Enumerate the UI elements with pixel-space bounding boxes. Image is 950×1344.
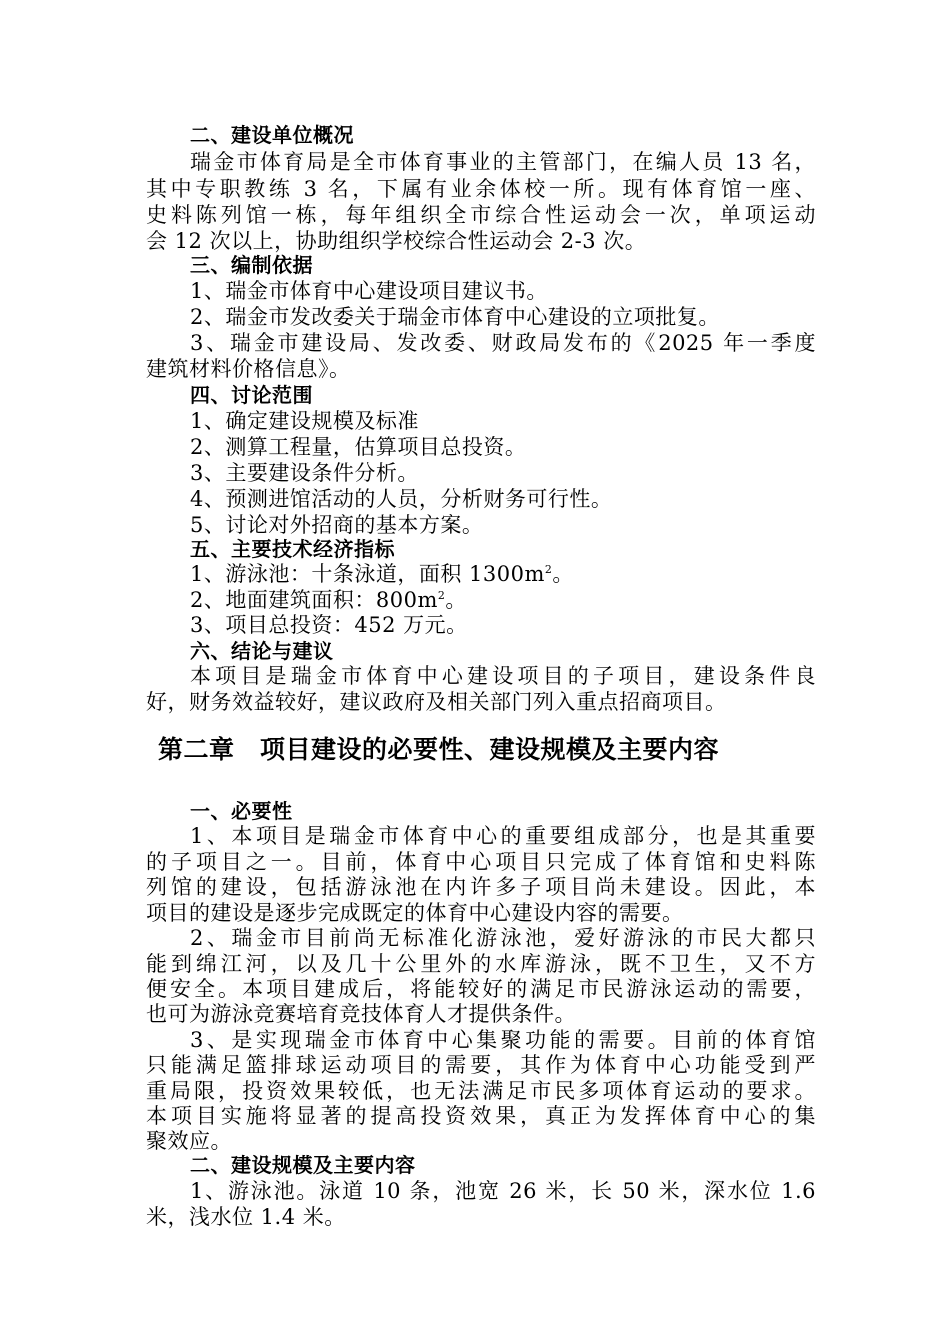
indicator-text: 1、游泳池：十条泳道，面积 1300m <box>190 562 545 586</box>
paragraph-line: 瑞金市体育局是全市体育事业的主管部门，在编人员 13 名， <box>190 150 816 174</box>
paragraph-line <box>190 587 816 613</box>
section-heading: 五、主要技术经济指标 <box>190 537 395 561</box>
paragraph-line: 好，财务效益较好，建议政府及相关部门列入重点招商项目。 <box>146 690 727 714</box>
paragraph-line: 1、本项目是瑞金市体育中心的重要组成部分，也是其重要 <box>190 824 816 848</box>
section-heading: 三、编制依据 <box>190 253 313 277</box>
paragraph-line: 米，浅水位 1.4 米。 <box>146 1205 346 1229</box>
paragraph-line: 1、确定建设规模及标准 <box>190 409 419 433</box>
paragraph-line: 5、讨论对外招商的基本方案。 <box>190 513 484 537</box>
indicator-suffix: 。 <box>552 562 574 586</box>
paragraph-line: 能到绵江河，以及几十公里外的水库游泳，既不卫生，又不方 <box>146 952 816 976</box>
paragraph-line: 便安全。本项目建成后，将能较好的满足市民游泳运动的需要， <box>146 977 816 1001</box>
superscript: 2 <box>437 589 446 602</box>
paragraph-line: 建筑材料价格信息》。 <box>146 357 351 381</box>
paragraph-line <box>190 561 816 587</box>
paragraph-line: 3、主要建设条件分析。 <box>190 461 419 485</box>
paragraph-line: 其中专职教练 3 名，下属有业余体校一所。现有体育馆一座、 <box>146 177 816 201</box>
section-heading: 二、建设单位概况 <box>190 123 354 147</box>
paragraph-line: 只能满足篮排球运动项目的需要，其作为体育中心功能受到严 <box>146 1053 816 1077</box>
paragraph-line: 3、瑞金市建设局、发改委、财政局发布的《2025 年一季度 <box>190 331 816 355</box>
paragraph-line: 聚效应。 <box>146 1129 232 1153</box>
paragraph-line: 的子项目之一。目前，体育中心项目只完成了体育馆和史料陈 <box>146 850 816 874</box>
paragraph-line: 史料陈列馆一栋，每年组织全市综合性运动会一次，单项运动 <box>146 203 816 227</box>
paragraph-line: 项目的建设是逐步完成既定的体育中心建设内容的需要。 <box>146 901 684 925</box>
indicator-text: 2、地面建筑面积：800m <box>190 588 438 612</box>
paragraph-line: 1、游泳池。泳道 10 条，池宽 26 米，长 50 米，深水位 1.6 <box>190 1179 816 1203</box>
superscript: 2 <box>544 563 553 576</box>
indicator-suffix: 。 <box>445 588 467 612</box>
paragraph-line: 2、测算工程量，估算项目总投资。 <box>190 435 527 459</box>
section-heading: 二、建设规模及主要内容 <box>190 1153 416 1177</box>
paragraph-line: 也可为游泳竞赛培育竞技体育人才提供条件。 <box>146 1002 576 1026</box>
section-heading: 四、讨论范围 <box>190 383 313 407</box>
paragraph-line: 本项目实施将显著的提高投资效果，真正为发挥体育中心的集 <box>146 1104 816 1128</box>
paragraph-line: 2、瑞金市目前尚无标准化游泳池，爱好游泳的市民大都只 <box>190 926 816 950</box>
paragraph-line: 会 12 次以上，协助组织学校综合性运动会 2-3 次。 <box>146 229 647 253</box>
section-heading: 六、结论与建议 <box>190 639 334 663</box>
chapter-title: 第二章 项目建设的必要性、建设规模及主要内容 <box>158 735 720 764</box>
paragraph-line: 2、瑞金市发改委关于瑞金市体育中心建设的立项批复。 <box>190 305 720 329</box>
paragraph-line: 本项目是瑞金市体育中心建设项目的子项目，建设条件良 <box>190 664 816 688</box>
paragraph-line: 3、是实现瑞金市体育中心集聚功能的需要。目前的体育馆 <box>190 1028 816 1052</box>
paragraph-line: 重局限，投资效果较低，也无法满足市民多项体育运动的要求。 <box>146 1079 816 1103</box>
paragraph-line: 1、瑞金市体育中心建设项目建议书。 <box>190 279 548 303</box>
paragraph-line: 4、预测进馆活动的人员，分析财务可行性。 <box>190 487 613 511</box>
paragraph-line: 3、项目总投资：452 万元。 <box>190 613 468 637</box>
paragraph-line: 列馆的建设，包括游泳池在内许多子项目尚未建设。因此，本 <box>146 875 816 899</box>
section-heading: 一、必要性 <box>190 799 293 823</box>
